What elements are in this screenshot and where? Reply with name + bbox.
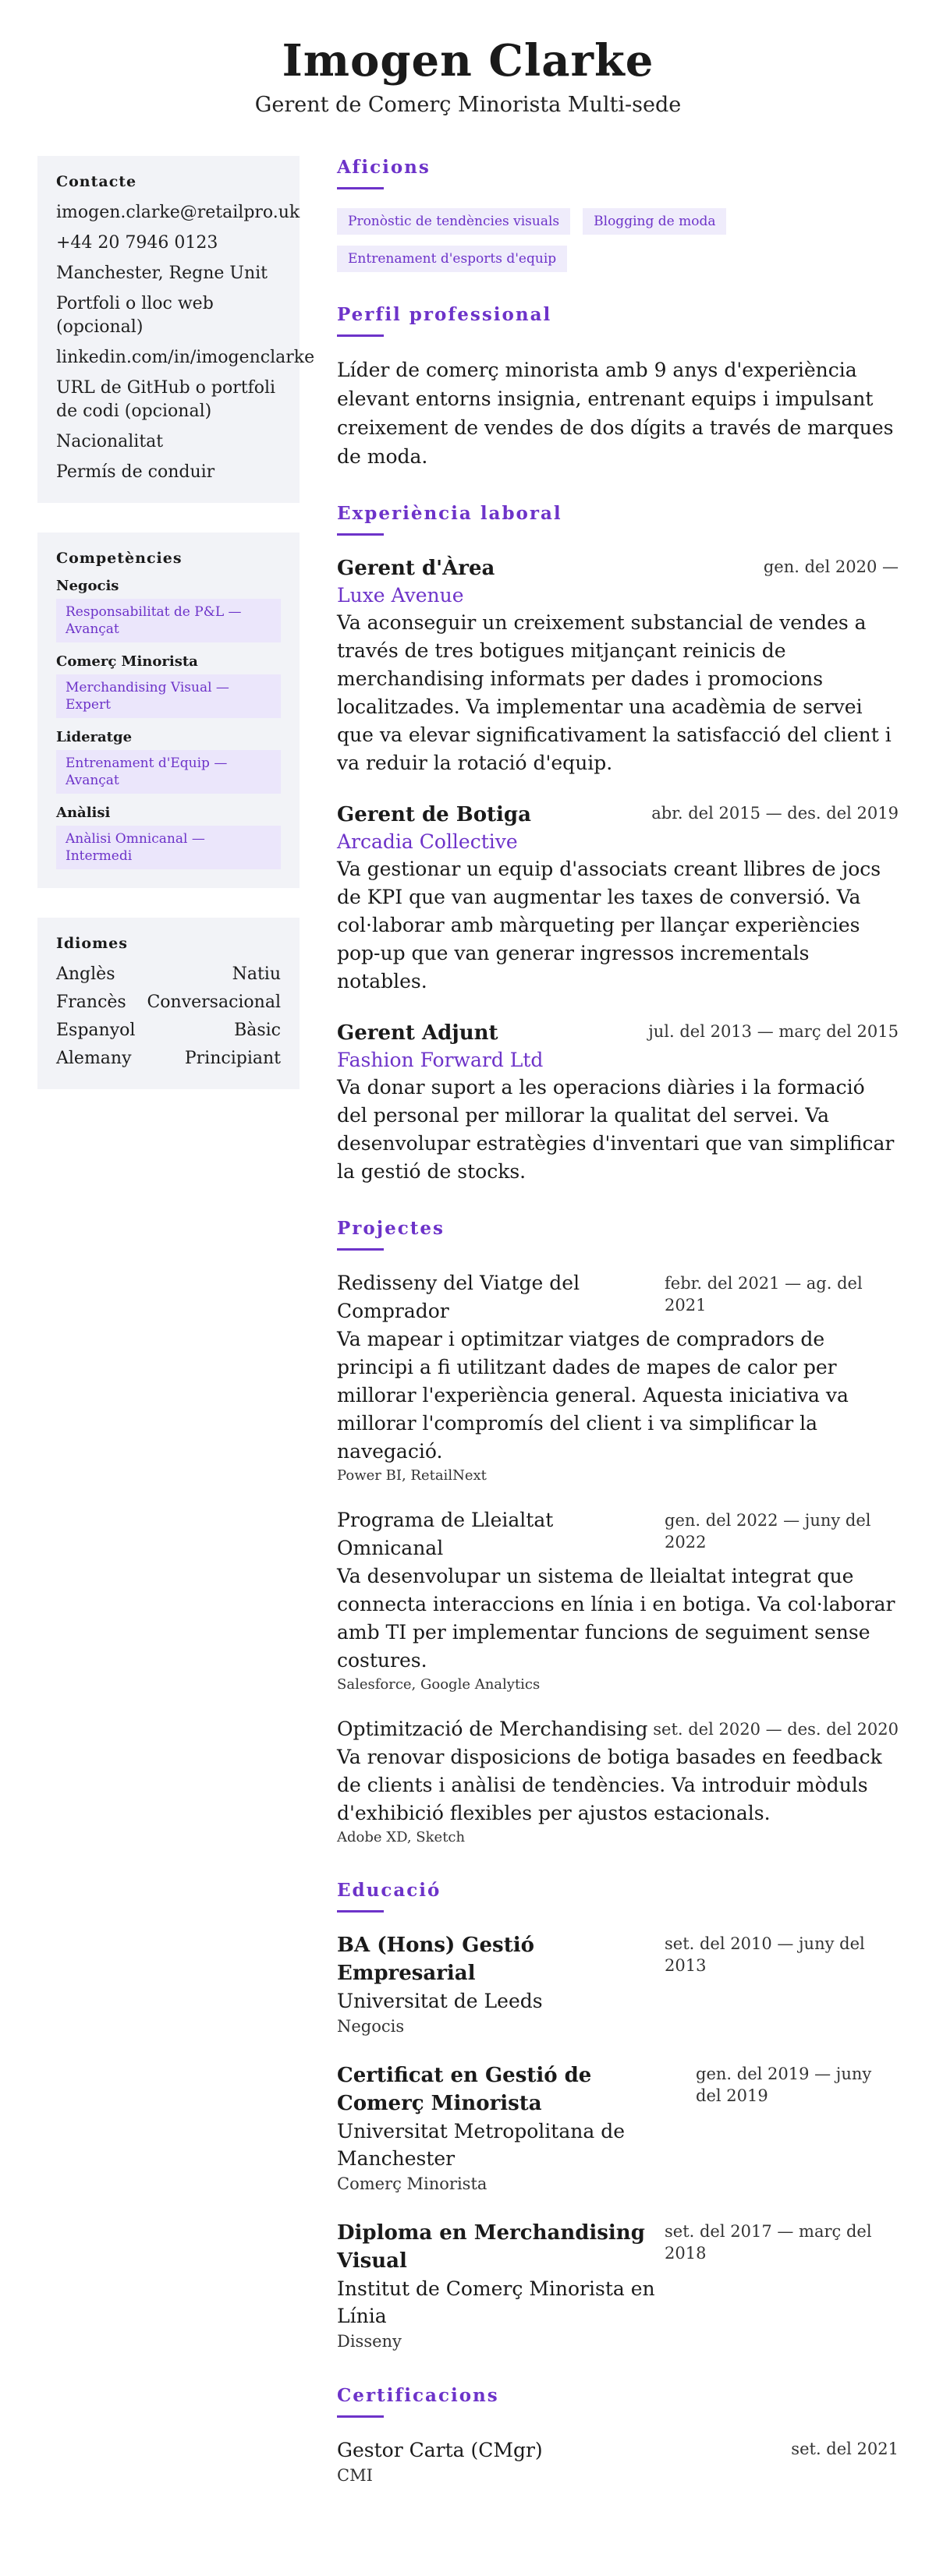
project-entry	[337, 1269, 899, 1486]
experience-section	[337, 502, 899, 1186]
section-divider	[337, 2415, 384, 2418]
skill-category: Comerç Minorista	[56, 653, 198, 670]
section-divider	[337, 187, 384, 189]
project-entry	[337, 1715, 899, 1848]
education-field: Comerç Minorista	[337, 2174, 488, 2193]
resume-header	[0, 0, 936, 120]
projects-section	[337, 1217, 899, 1848]
project-entry	[337, 1506, 899, 1695]
skill-category: Negocis	[56, 578, 119, 594]
job-date: abr. del 2015 — des. del 2019	[651, 804, 899, 823]
certifications-title: Certificacions	[337, 2385, 499, 2406]
contact-linkedin[interactable]: linkedin.com/in/imogenclarke	[56, 348, 315, 367]
skill-group	[56, 729, 281, 794]
skill-tag: Entrenament d'Equip — Avançat	[56, 750, 281, 794]
certification-issuer: CMI	[337, 2466, 373, 2485]
contact-card	[37, 156, 315, 503]
job-title: Gerent de Botiga	[337, 803, 531, 826]
interest-tag: Entrenament d'esports d'equip	[337, 246, 567, 272]
languages-card	[37, 918, 300, 1089]
education-field: Negocis	[337, 2017, 405, 2036]
project-name: Redisseny del Viatge del Comprador	[337, 1272, 580, 1322]
skill-group	[56, 805, 281, 869]
candidate-role: Gerent de Comerç Minorista Multi-sede	[254, 93, 682, 117]
project-description: Va mapear i optimitzar viatges de compradors de principi a fi utilitzant dades de mapes de calor per millorar l'experiència general. Aquesta iniciativa va millorar l'compromís del client i va simplificar la navegació.	[337, 1328, 849, 1463]
certification-name: Gestor Carta (CMgr)	[337, 2439, 543, 2461]
language-name: Espanyol	[56, 1021, 136, 1040]
project-tools: Adobe XD, Sketch	[337, 1829, 466, 1845]
job-date: jul. del 2013 — març del 2015	[648, 1022, 899, 1041]
main-content	[337, 156, 899, 2518]
certification-entry	[337, 2436, 899, 2486]
certifications-section	[337, 2384, 899, 2486]
project-date: gen. del 2022 — juny del 2022	[665, 1511, 871, 1552]
profile-section	[337, 303, 899, 471]
profile-title: Perfil professional	[337, 304, 552, 325]
skills-card	[37, 533, 300, 888]
project-tools: Power BI, RetailNext	[337, 1467, 487, 1484]
languages-title: Idiomes	[56, 935, 128, 952]
education-degree: BA (Hons) Gestió Empresarial	[337, 1934, 534, 1985]
skill-group	[56, 578, 281, 642]
skill-category: Anàlisi	[56, 805, 111, 821]
section-divider	[337, 533, 384, 536]
language-name: Anglès	[56, 964, 115, 984]
language-level: Conversacional	[147, 993, 281, 1012]
job-company: Fashion Forward Ltd	[337, 1049, 544, 1071]
section-divider	[337, 1910, 384, 1913]
education-date: set. del 2010 — juny del 2013	[665, 1934, 865, 1975]
language-name: Francès	[56, 993, 126, 1012]
skills-title: Competències	[56, 550, 183, 567]
job-company: Arcadia Collective	[337, 830, 518, 853]
contact-email[interactable]: imogen.clarke@retailpro.uk	[56, 203, 300, 222]
contact-driving-license: Permís de conduir	[56, 462, 215, 482]
education-section	[337, 1879, 899, 2353]
profile-summary: Líder de comerç minorista amb 9 anys d'experiència elevant entorns insignia, entrenant equips i impulsant creixement de vendes de dos dígits a través de marques de moda.	[337, 359, 894, 468]
interests-title: Aficions	[337, 157, 431, 178]
sidebar	[37, 156, 315, 1119]
project-name: Optimització de Merchandising	[337, 1718, 648, 1740]
education-entry	[337, 2061, 899, 2196]
job-entry	[337, 554, 899, 777]
job-entry	[337, 801, 899, 996]
skill-group	[56, 653, 281, 718]
education-date: gen. del 2019 — juny del 2019	[696, 2065, 872, 2105]
interests-section	[337, 156, 899, 272]
contact-phone[interactable]: +44 20 7946 0123	[56, 233, 218, 253]
contact-portfolio[interactable]: Portfoli o lloc web (opcional)	[56, 294, 214, 337]
language-row	[56, 963, 281, 986]
job-date: gen. del 2020 —	[763, 557, 899, 576]
education-school: Universitat de Leeds	[337, 1990, 543, 2012]
section-divider	[337, 334, 384, 337]
project-description: Va renovar disposicions de botiga basades en feedback de clients i anàlisi de tendències. Va introduir mòduls d'exhibició flexibles per ajustos estacionals.	[337, 1746, 882, 1824]
education-degree: Certificat en Gestió de Comerç Minorista	[337, 2064, 592, 2115]
job-description: Va aconseguir un creixement substancial de vendes a través de tres botigues mitjançant reinicis de merchandising informats per dades i promocions localitzades. Va implementar una acadèmia de servei que va elevar significativament la satisfacció del client i va reduir la rotació d'equip.	[337, 611, 892, 774]
language-row	[56, 1019, 281, 1042]
job-title: Gerent Adjunt	[337, 1021, 498, 1045]
language-level: Principiant	[184, 1049, 281, 1068]
job-title: Gerent d'Àrea	[337, 557, 495, 580]
education-school: Institut de Comerç Minorista en Línia	[337, 2277, 655, 2327]
projects-title: Projectes	[337, 1218, 445, 1239]
contact-title: Contacte	[56, 173, 137, 190]
interests-list	[337, 208, 899, 272]
education-degree: Diploma en Merchandising Visual	[337, 2221, 645, 2273]
education-date: set. del 2017 — març del 2018	[665, 2222, 872, 2263]
education-title: Educació	[337, 1880, 441, 1901]
skill-tag: Anàlisi Omnicanal — Intermedi	[56, 826, 281, 869]
language-row	[56, 991, 281, 1014]
language-level: Natiu	[232, 964, 281, 984]
certification-date: set. del 2021	[791, 2440, 899, 2458]
job-description: Va gestionar un equip d'associats creant llibres de jocs de KPI que van augmentar les taxes de conversió. Va col·laborar amb màrqueting per llançar experiències pop-up que van generar ingressos incrementals notables.	[337, 858, 881, 993]
education-school: Universitat Metropolitana de Manchester	[337, 2120, 625, 2170]
language-name: Alemany	[56, 1049, 132, 1068]
interest-tag: Blogging de moda	[583, 208, 726, 235]
job-description: Va donar suport a les operacions diàries i la formació del personal per millorar la qualitat del servei. Va desenvolupar estratègies d'inventari que van simplificar la gestió de stocks.	[337, 1076, 895, 1183]
project-date: febr. del 2021 — ag. del 2021	[665, 1274, 863, 1315]
language-level: Bàsic	[234, 1021, 281, 1040]
project-description: Va desenvolupar un sistema de lleialtat integrat que connecta interaccions en línia i en botiga. Va col·laborar amb TI per implementar funcions de seguiment sense costures.	[337, 1565, 895, 1672]
contact-github[interactable]: URL de GitHub o portfoli de codi (opcional)	[56, 378, 276, 421]
project-name: Programa de Lleialtat Omnicanal	[337, 1509, 554, 1559]
language-row	[56, 1047, 281, 1070]
project-tools: Salesforce, Google Analytics	[337, 1676, 541, 1693]
education-field: Disseny	[337, 2332, 402, 2351]
contact-nationality: Nacionalitat	[56, 432, 164, 451]
education-entry	[337, 2219, 899, 2353]
interest-tag: Pronòstic de tendències visuals	[337, 208, 570, 235]
experience-title: Experiència laboral	[337, 503, 562, 524]
project-date: set. del 2020 — des. del 2020	[653, 1720, 899, 1739]
section-divider	[337, 1248, 384, 1251]
candidate-name: Imogen Clarke	[282, 35, 654, 87]
skill-category: Lideratge	[56, 729, 133, 745]
skill-tag: Responsabilitat de P&L — Avançat	[56, 599, 281, 642]
skill-tag: Merchandising Visual — Expert	[56, 674, 281, 718]
contact-location: Manchester, Regne Unit	[56, 264, 268, 283]
job-company: Luxe Avenue	[337, 584, 464, 607]
job-entry	[337, 1019, 899, 1186]
education-entry	[337, 1931, 899, 2038]
